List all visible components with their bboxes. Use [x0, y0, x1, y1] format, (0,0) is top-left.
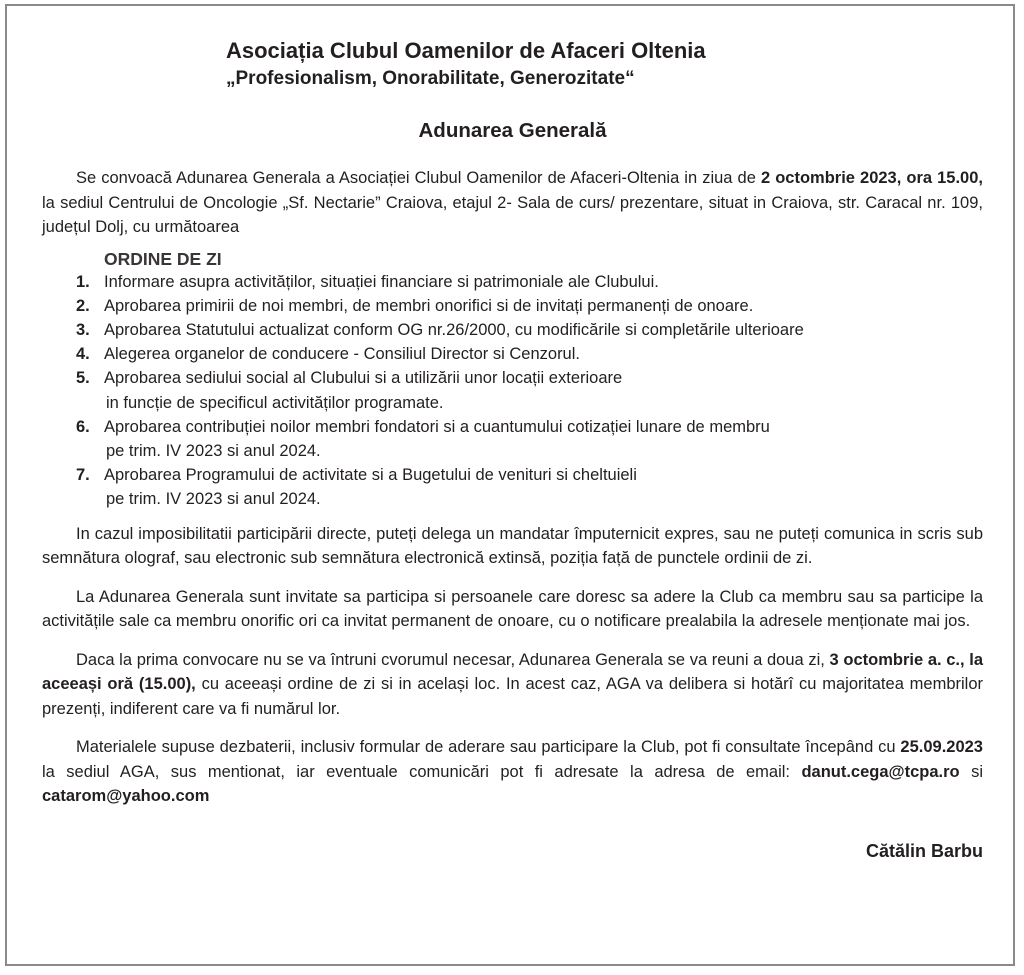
convocation-location: la sediul Centrului de Oncologie „Sf. Nectarie” Craiova, etajul 2- Sala de curs/ prezentare, situat in Craiova, str. Caracal nr. 109, județul Dolj, cu următoarea [42, 193, 983, 236]
organization-motto: „Profesionalism, Onorabilitate, Generozitate“ [226, 68, 635, 89]
agenda-item-number: 6. [76, 417, 90, 436]
agenda-item-number: 4. [76, 345, 90, 364]
quorum-paragraph [42, 648, 983, 722]
agenda-item [42, 318, 983, 342]
convocation-text: Se convoacă Adunarea Generala a Asociației Clubul Oamenilor de Afaceri-Oltenia in ziua de [76, 169, 756, 187]
organization-name: Asociația Clubul Oamenilor de Afaceri Oltenia [226, 38, 706, 63]
convocation-paragraph [42, 166, 983, 240]
convocation-date: 2 octombrie 2023, ora 15.00, [760, 169, 983, 187]
quorum-text: Daca la prima convocare nu se va întruni cvorumul necesar, Adunarea Generala se va reuni a doua zi, [76, 650, 830, 669]
email-link-1[interactable]: danut.cega@tcpa.ro [801, 762, 960, 781]
agenda-item-number: 7. [76, 466, 90, 485]
email-link-2[interactable]: catarom@yahoo.com [42, 787, 210, 806]
materials-text-end: la sediul AGA, sus mentionat, iar eventuale comunicări pot fi adresate la adresa de email: [42, 762, 802, 781]
email-join: si [959, 762, 983, 781]
agenda-item [42, 294, 983, 318]
agenda-item-continuation: in funcție de specificul activităților programate. [106, 393, 444, 412]
agenda-item-number: 5. [76, 369, 90, 388]
agenda-item [42, 270, 983, 294]
agenda-item-continuation: pe trim. IV 2023 si anul 2024. [106, 441, 321, 460]
agenda-item-text: Aprobarea Programului de activitate si a Bugetului de venituri si cheltuieli [104, 466, 637, 485]
agenda-list [42, 270, 983, 512]
quorum-date: 3 octombrie a. c., la aceeași oră (15.00), [42, 650, 984, 694]
agenda-item-number: 1. [76, 272, 90, 291]
agenda-item [42, 463, 983, 511]
agenda-item-text: Informare asupra activităților, situației financiare si patrimoniale ale Clubului. [104, 272, 659, 291]
agenda-item-text: Aprobarea primirii de noi membri, de membri onorifici si de invitați permanenți de onoare. [104, 296, 754, 315]
agenda-item-text: Aprobarea Statutului actualizat conform OG nr.26/2000, cu modificările si completările ulterioare [104, 320, 804, 339]
agenda-heading: ORDINE DE ZI [104, 248, 222, 269]
agenda-item-text: Alegerea organelor de conducere - Consiliul Director si Cenzorul. [104, 345, 580, 364]
agenda-item-number: 2. [76, 296, 90, 315]
agenda-item-text: Aprobarea contribuției noilor membri fondatori si a cuantumului cotizației lunare de membru [104, 417, 770, 436]
materials-date: 25.09.2023 [900, 738, 983, 757]
agenda-item-continuation: pe trim. IV 2023 si anul 2024. [106, 490, 321, 509]
agenda-item [42, 342, 983, 366]
invitation-paragraph: La Adunarea Generala sunt invitate sa participa si persoanele care doresc sa adere la Club ca membru sau sa participe la activitățile sale ca membru onorific ori ca invitat permanent de onoare, cu o notificare prealabila la adresele menționate mai jos. [42, 587, 983, 631]
signature: Cătălin Barbu [865, 840, 983, 861]
materials-text: Materialele supuse dezbaterii, inclusiv formular de aderare sau participare la Club, pot fi consultate începând cu [76, 738, 901, 757]
agenda-item [42, 415, 983, 463]
agenda-item [42, 366, 983, 414]
quorum-text-end: cu aceeași ordine de zi si in același loc. In acest caz, AGA va delibera si hotărî cu majoritatea membrilor prezenți, indiferent care va fi numărul lor. [42, 675, 983, 718]
delegation-paragraph: In cazul imposibilitatii participării directe, puteți delega un mandatar împuternicit expres, sau ne puteți comunica in scris sub semnătura olograf, sau electronic sub semnătura electronică extinsă, poziția față de punctele ordinii de zi. [42, 524, 983, 568]
agenda-item-number: 3. [76, 320, 90, 339]
assembly-title: Adunarea Generală [418, 119, 607, 142]
agenda-item-text: Aprobarea sediului social al Clubului si a utilizării unor locații exterioare [104, 369, 623, 388]
materials-paragraph [42, 735, 983, 809]
announcement [42, 36, 983, 863]
